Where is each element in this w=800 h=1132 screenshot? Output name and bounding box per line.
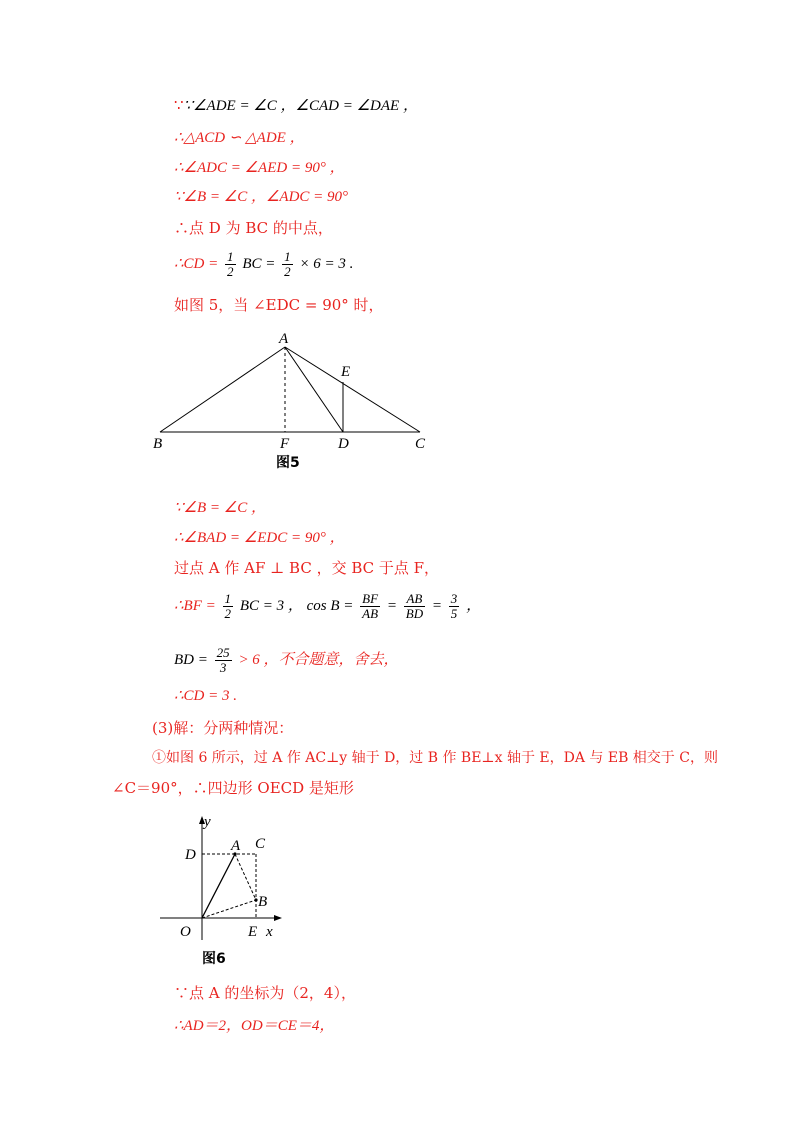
numerator: 1 [284, 248, 291, 264]
figure-6-diagram [160, 812, 285, 942]
proof-line-15 [152, 748, 718, 768]
proof-line-9 [174, 527, 345, 548]
numerator: BF [362, 590, 379, 606]
proof-text: ∵点 A 的坐标为（2，4）， [174, 984, 356, 1002]
label-x: x [266, 924, 273, 940]
proof-text: ①如图 6 所示，过 A 作 AC⊥y 轴于 D，过 B 作 BE⊥x 轴于 E，DA 与 EB 相交于 C，则 [152, 750, 718, 766]
proof-text: ∠C＝90°，∴四边形 OECD 是矩形 [112, 779, 354, 797]
label-b: B [258, 894, 268, 910]
denominator: 2 [224, 605, 232, 621]
proof-line-4 [174, 186, 348, 207]
figure-5-diagram [150, 330, 440, 450]
proof-line-1 [174, 95, 418, 116]
numerator: 1 [224, 590, 232, 606]
proof-line-13 [174, 685, 237, 706]
eq-part: ∴BF = [174, 598, 216, 614]
proof-text: ∵∠B = ∠C ，∠ADC = 90° [174, 189, 349, 205]
label-a: A [279, 331, 289, 347]
denominator: 5 [450, 605, 458, 621]
eq-part: ∴CD = [174, 256, 219, 272]
denominator: 2 [227, 263, 234, 279]
eq-part: = [431, 598, 442, 614]
denominator: 3 [219, 659, 227, 675]
proof-text: ∵∠ADE = ∠C ，∠CAD = ∠DAE ， [183, 98, 418, 114]
proof-line-3 [174, 157, 345, 178]
proof-text: 过点 A 作 AF ⊥ BC ，交 BC 于点 F， [174, 559, 440, 577]
proof-line-8 [174, 497, 266, 518]
label-d: D [338, 436, 349, 450]
numerator: 25 [216, 644, 230, 660]
numerator: 3 [450, 590, 458, 606]
fraction [215, 646, 232, 675]
eq-part: × 6 = 3 . [299, 256, 354, 272]
proof-line-16 [112, 778, 354, 798]
denominator: AB [362, 605, 379, 621]
fraction [404, 592, 425, 621]
eq-part: BC = 3 ， cos B = [239, 598, 354, 614]
segment-ab [160, 347, 285, 432]
proof-line-14 [152, 718, 293, 738]
label-b: B [153, 436, 163, 450]
eq-part: ， [466, 598, 482, 614]
proof-text: ∴∠ADC = ∠AED = 90° ， [174, 160, 345, 176]
segment-ac [285, 347, 420, 432]
eq-part: > 6 ，不合题意，舍去， [238, 652, 399, 668]
eq-part: BC = [242, 256, 276, 272]
label-f: F [280, 436, 290, 450]
proof-line-11 [174, 588, 481, 623]
proof-line-18 [174, 1015, 334, 1036]
figure-5-caption: 图5 [276, 455, 300, 471]
proof-text: ∵∠B = ∠C ， [174, 500, 266, 516]
proof-line-10 [174, 558, 439, 578]
denominator: BD [405, 605, 424, 621]
segment-ab-dashed [235, 854, 256, 900]
numerator: AB [404, 592, 425, 607]
segment-oa [202, 854, 235, 918]
segment-ad [285, 347, 343, 432]
fraction [449, 592, 460, 621]
numerator: 1 [227, 248, 234, 264]
fraction [282, 250, 293, 279]
proof-line-12 [174, 642, 399, 677]
denominator: 2 [284, 263, 291, 279]
proof-line-6 [174, 248, 353, 279]
fraction [360, 592, 380, 621]
proof-text: ∴△ACD ∽ △ADE ， [174, 130, 305, 146]
label-o: O [180, 924, 191, 940]
eq-part: = [386, 598, 397, 614]
label-c: C [415, 436, 426, 450]
label-e: E [248, 924, 258, 940]
label-y: y [204, 814, 211, 830]
proof-line-5 [174, 218, 333, 238]
eq-part: BD = [174, 652, 208, 668]
proof-text: (3)解：分两种情况： [152, 719, 294, 737]
fraction [223, 592, 234, 621]
x-axis-arrow-icon [274, 915, 282, 921]
proof-line-17 [174, 983, 356, 1003]
because-symbol: ∵ [174, 96, 184, 114]
proof-text: ∴CD = 3 . [174, 688, 238, 704]
label-e: E [341, 364, 351, 380]
proof-line-7 [174, 295, 384, 315]
label-a: A [231, 838, 241, 854]
proof-text: ∴∠BAD = ∠EDC = 90° ， [174, 530, 345, 546]
fraction [225, 250, 236, 279]
proof-text: ∴AD＝2，OD＝CE＝4， [174, 1018, 335, 1034]
label-d: D [185, 847, 196, 863]
proof-text: ∴点 D 为 BC 的中点， [174, 219, 333, 237]
proof-line-2 [174, 127, 305, 148]
proof-text: 如图 5，当 ∠EDC = 90° 时， [174, 296, 384, 314]
figure-6-caption: 图6 [202, 951, 226, 967]
label-c: C [255, 836, 266, 852]
